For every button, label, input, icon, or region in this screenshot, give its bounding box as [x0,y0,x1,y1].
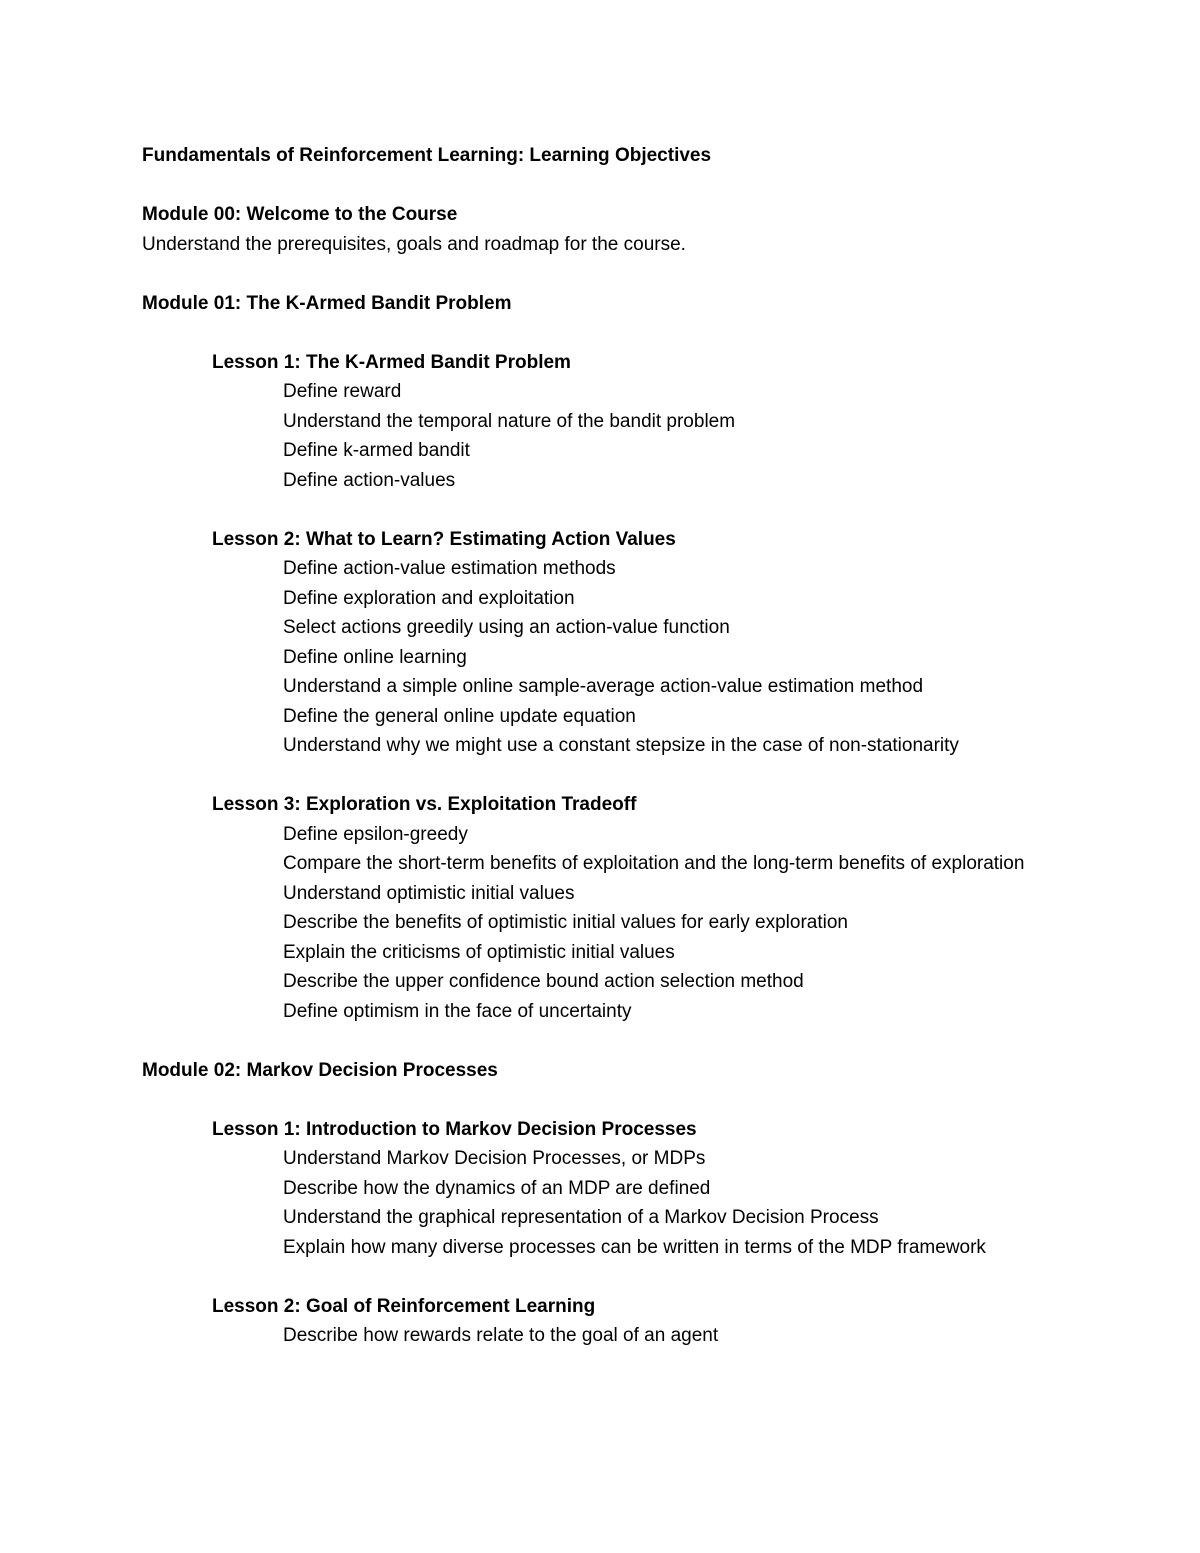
objective-item: Define action-value estimation methods [283,558,616,579]
document-page [142,141,1082,1351]
objective-item: Describe how the dynamics of an MDP are defined [283,1177,711,1199]
module-title: Module 01: The K-Armed Bandit Problem [142,292,512,314]
objective-item: Define epsilon-greedy [283,823,468,845]
objective-list [212,1144,1082,1262]
module-01 [142,289,1082,1027]
objective-item: Define optimism in the face of uncertainty [283,1000,632,1022]
objective-list [212,377,1082,495]
lesson-title: Lesson 3: Exploration vs. Exploitation Tradeoff [212,794,637,815]
objective-item: Define the general online update equation [283,705,636,727]
objective-item: Describe the benefits of optimistic initial values for early exploration [283,912,848,933]
module-title: Module 02: Markov Decision Processes [142,1059,498,1081]
objective-item: Describe how rewards relate to the goal of an agent [283,1325,719,1346]
objective-item: Define online learning [283,646,467,668]
module-01-lesson-3 [142,790,1082,1026]
module-description: Understand the prerequisites, goals and roadmap for the course. [142,233,686,255]
objective-item: Understand the graphical representation of a Markov Decision Process [283,1207,879,1228]
objective-item: Define k-armed bandit [283,440,470,461]
objective-list [212,554,1082,761]
objective-list [212,820,1082,1027]
module-02-lesson-1 [142,1115,1082,1263]
objective-item: Understand a simple online sample-average action-value estimation method [283,676,924,697]
document-title: Fundamentals of Reinforcement Learning: Learning Objectives [142,145,712,166]
lesson-title: Lesson 1: The K-Armed Bandit Problem [212,351,571,373]
objective-item: Explain the criticisms of optimistic initial values [283,941,675,963]
objective-item: Explain how many diverse processes can be written in terms of the MDP framework [283,1236,986,1258]
module-title: Module 00: Welcome to the Course [142,204,458,225]
module-01-lesson-2 [142,525,1082,761]
module-00 [142,200,1082,259]
lesson-title: Lesson 1: Introduction to Markov Decision Processes [212,1118,697,1140]
objective-item: Understand why we might use a constant stepsize in the case of non-stationarity [283,735,959,756]
module-02-lesson-2 [142,1292,1082,1351]
objective-item: Compare the short-term benefits of exploitation and the long-term benefits of exploration [283,853,1025,874]
lesson-title: Lesson 2: Goal of Reinforcement Learning [212,1295,596,1317]
objective-item: Define reward [283,381,402,402]
lesson-title: Lesson 2: What to Learn? Estimating Action Values [212,528,676,550]
objective-item: Select actions greedily using an action-value function [283,617,730,638]
objective-item: Understand Markov Decision Processes, or MDPs [283,1148,706,1169]
objective-item: Define action-values [283,469,456,491]
objective-item: Understand the temporal nature of the bandit problem [283,410,736,432]
objective-item: Understand optimistic initial values [283,882,575,904]
objective-item: Define exploration and exploitation [283,587,575,609]
objective-list [212,1321,1082,1351]
module-01-lesson-1 [142,348,1082,496]
objective-item: Describe the upper confidence bound action selection method [283,971,804,992]
module-02 [142,1056,1082,1351]
